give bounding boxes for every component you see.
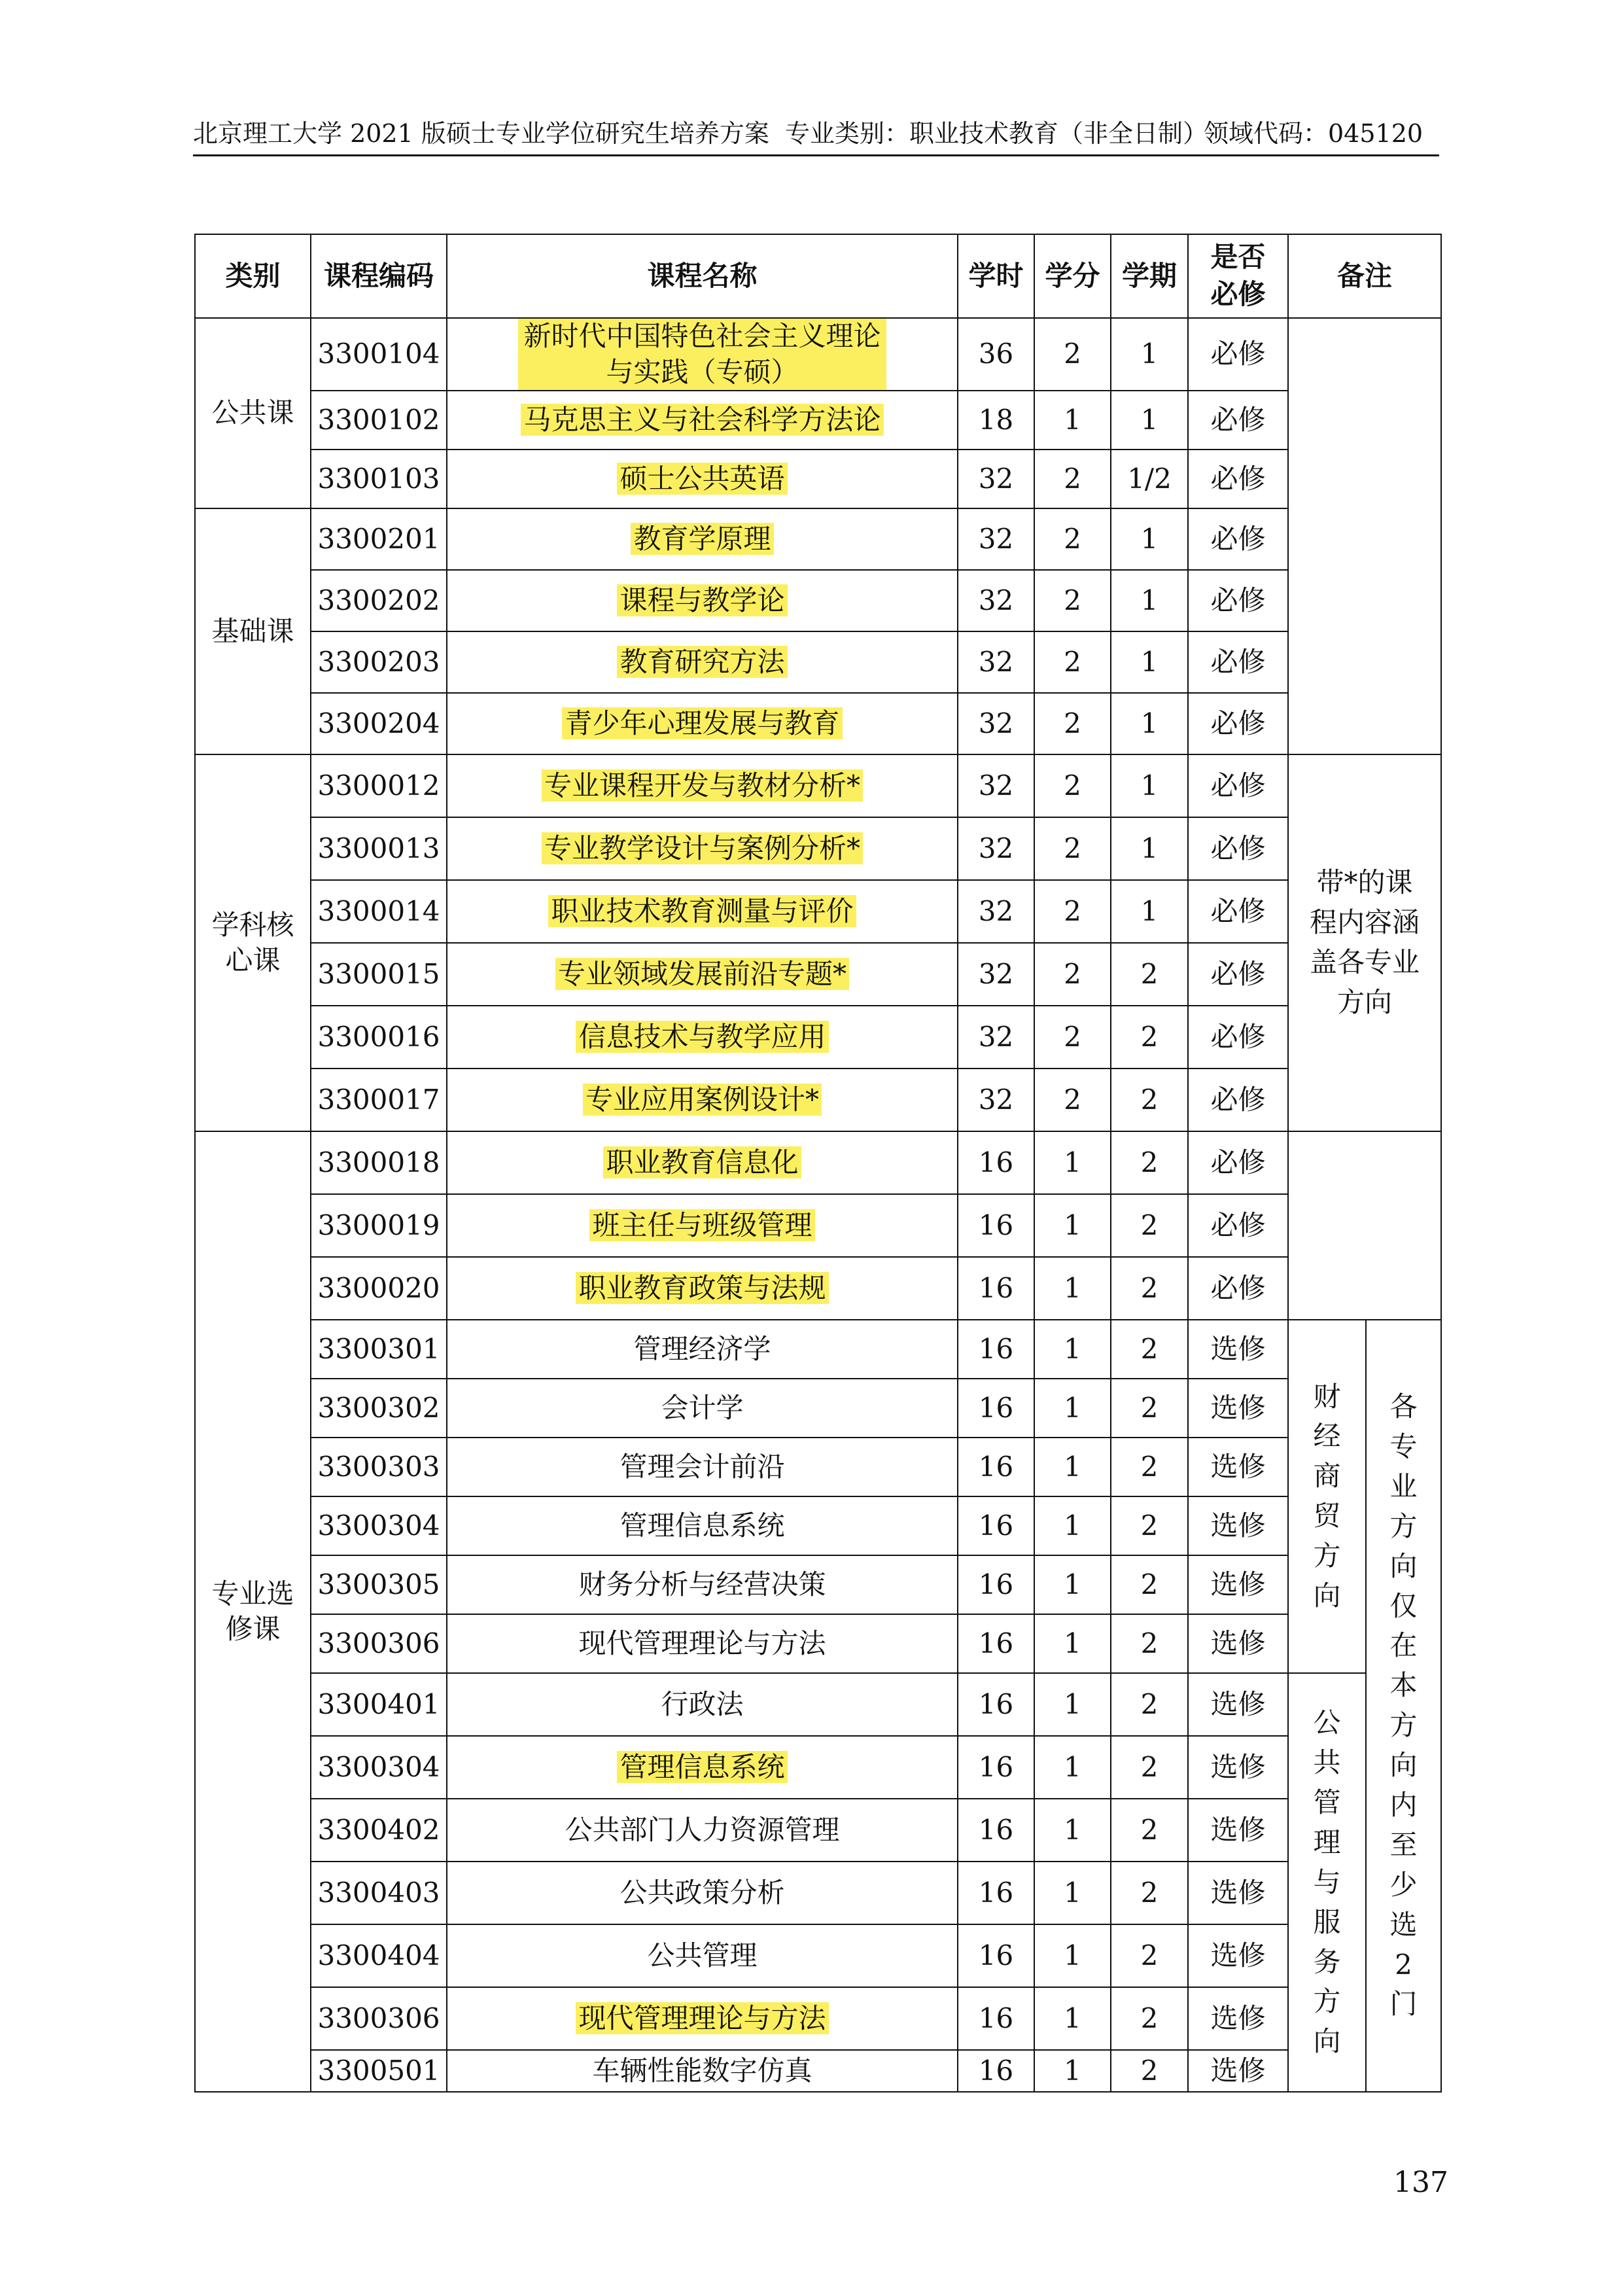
- table-row: [195, 693, 1441, 754]
- notes-empty-top: [1288, 318, 1441, 754]
- table-row: [195, 1555, 1441, 1614]
- cell-code: 3300020: [311, 1257, 447, 1320]
- cell-credits: 1: [1034, 1673, 1111, 1736]
- course-name: 管理信息系统: [617, 1751, 787, 1783]
- col-header-hours: 学时: [958, 234, 1034, 318]
- cell-name: [447, 1555, 958, 1614]
- cell-term: 1: [1111, 817, 1188, 880]
- cell-req: 选修: [1188, 2050, 1288, 2092]
- cell-name: [447, 570, 958, 631]
- cell-credits: 1: [1034, 1257, 1111, 1320]
- cell-hours: 16: [958, 1438, 1034, 1496]
- cell-code: 3300204: [311, 693, 447, 754]
- course-name: 会计学: [661, 1391, 744, 1424]
- cell-name: [447, 1320, 958, 1379]
- table-row: [195, 1194, 1441, 1257]
- notes-public-admin-direction: 公共管理与服务方向: [1288, 1673, 1366, 2092]
- cell-code: 3300018: [311, 1131, 447, 1194]
- course-name: 信息技术与教学应用: [576, 1021, 828, 1053]
- cell-term: 2: [1111, 1320, 1188, 1379]
- course-name: 专业领域发展前沿专题*: [555, 958, 849, 990]
- cell-term: 2: [1111, 1555, 1188, 1614]
- course-name: 专业应用案例设计*: [583, 1084, 822, 1116]
- cell-name: [447, 318, 958, 391]
- table-row: [195, 2050, 1441, 2092]
- cell-req: 选修: [1188, 1555, 1288, 1614]
- cell-hours: 32: [958, 450, 1034, 508]
- table-row: [195, 1736, 1441, 1799]
- cell-term: 1/2: [1111, 450, 1188, 508]
- cell-name: [447, 1862, 958, 1924]
- cell-term: 1: [1111, 391, 1188, 450]
- course-name: 职业技术教育测量与评价: [548, 895, 856, 927]
- table-row: [195, 943, 1441, 1006]
- table-row: [195, 1438, 1441, 1496]
- course-name: 车辆性能数字仿真: [592, 2054, 812, 2087]
- table-row: [195, 1131, 1441, 1194]
- header-category: 专业类别：职业技术教育（非全日制）: [785, 119, 1208, 148]
- cell-credits: 2: [1034, 880, 1111, 943]
- cell-hours: 16: [958, 1736, 1034, 1799]
- table-row: [195, 817, 1441, 880]
- cell-credits: 1: [1034, 1131, 1111, 1194]
- cell-term: 1: [1111, 318, 1188, 391]
- cell-name: [447, 1006, 958, 1069]
- category-cell-elective: 专业选修课: [195, 1131, 311, 2092]
- cell-req: 必修: [1188, 1006, 1288, 1069]
- cell-req: 必修: [1188, 450, 1288, 508]
- col-header-code: 课程编码: [311, 234, 447, 318]
- col-header-term: 学期: [1111, 234, 1188, 318]
- cell-hours: 16: [958, 1673, 1034, 1736]
- cell-req: 必修: [1188, 318, 1288, 391]
- cell-hours: 16: [958, 1379, 1034, 1438]
- cell-req: 必修: [1188, 817, 1288, 880]
- cell-name: [447, 943, 958, 1006]
- cell-hours: 16: [958, 1131, 1034, 1194]
- cell-hours: 18: [958, 391, 1034, 450]
- cell-req: 必修: [1188, 943, 1288, 1006]
- table-row: [195, 570, 1441, 631]
- cell-req: 选修: [1188, 1379, 1288, 1438]
- notes-finance-direction: 财经商贸方向: [1288, 1320, 1366, 1673]
- cell-term: 2: [1111, 1257, 1188, 1320]
- cell-name: [447, 1987, 958, 2050]
- cell-hours: 16: [958, 1496, 1034, 1555]
- cell-credits: 1: [1034, 1320, 1111, 1379]
- course-name: 专业课程开发与教材分析*: [542, 769, 863, 802]
- course-name: 青少年心理发展与教育: [562, 707, 842, 739]
- cell-code: 3300012: [311, 754, 447, 817]
- cell-name: [447, 2050, 958, 2092]
- cell-req: 必修: [1188, 570, 1288, 631]
- header-field-code: 领域代码：045120: [1204, 119, 1423, 148]
- cell-hours: 32: [958, 693, 1034, 754]
- cell-term: 2: [1111, 1379, 1188, 1438]
- cell-code: 3300304: [311, 1736, 447, 1799]
- page-header: [193, 116, 1439, 150]
- cell-code: 3300104: [311, 318, 447, 391]
- cell-term: 2: [1111, 943, 1188, 1006]
- cell-credits: 1: [1034, 1555, 1111, 1614]
- cell-code: 3300303: [311, 1438, 447, 1496]
- table-row: [195, 1862, 1441, 1924]
- cell-req: 必修: [1188, 631, 1288, 693]
- cell-hours: 32: [958, 570, 1034, 631]
- col-header-notes: 备注: [1288, 234, 1441, 318]
- cell-credits: 1: [1034, 391, 1111, 450]
- cell-term: 2: [1111, 1438, 1188, 1496]
- cell-req: 必修: [1188, 508, 1288, 570]
- table-row: [195, 1257, 1441, 1320]
- table-row: [195, 1496, 1441, 1555]
- table-row: [195, 1006, 1441, 1069]
- cell-term: 2: [1111, 1736, 1188, 1799]
- cell-term: 2: [1111, 1614, 1188, 1673]
- cell-name: [447, 1496, 958, 1555]
- cell-term: 1: [1111, 693, 1188, 754]
- course-name: 现代管理理论与方法: [576, 2002, 828, 2034]
- cell-req: 选修: [1188, 1862, 1288, 1924]
- course-name: 公共管理: [647, 1939, 758, 1971]
- cell-name: [447, 1799, 958, 1862]
- cell-code: 3300017: [311, 1069, 447, 1131]
- cell-code: 3300301: [311, 1320, 447, 1379]
- cell-req: 必修: [1188, 1257, 1288, 1320]
- table-row: [195, 631, 1441, 693]
- cell-credits: 2: [1034, 570, 1111, 631]
- table-row: [195, 1799, 1441, 1862]
- cell-code: 3300304: [311, 1496, 447, 1555]
- cell-hours: 32: [958, 631, 1034, 693]
- cell-hours: 32: [958, 817, 1034, 880]
- course-table: [194, 234, 1442, 2093]
- cell-credits: 1: [1034, 1379, 1111, 1438]
- cell-req: 选修: [1188, 1924, 1288, 1987]
- table-row: [195, 1673, 1441, 1736]
- category-cell-basic: 基础课: [195, 508, 311, 754]
- cell-name: [447, 1614, 958, 1673]
- cell-code: 3300019: [311, 1194, 447, 1257]
- cell-term: 2: [1111, 1924, 1188, 1987]
- cell-term: 2: [1111, 1673, 1188, 1736]
- table-row: [195, 391, 1441, 450]
- cell-hours: 32: [958, 1006, 1034, 1069]
- cell-code: 3300305: [311, 1555, 447, 1614]
- cell-req: 必修: [1188, 1131, 1288, 1194]
- cell-credits: 1: [1034, 1194, 1111, 1257]
- cell-credits: 2: [1034, 450, 1111, 508]
- cell-credits: 2: [1034, 508, 1111, 570]
- cell-credits: 1: [1034, 1496, 1111, 1555]
- table-row: [195, 1614, 1441, 1673]
- cell-term: 2: [1111, 1194, 1188, 1257]
- cell-code: 3300103: [311, 450, 447, 508]
- page-number: 137: [1393, 2166, 1448, 2199]
- table-header-row: [195, 234, 1441, 318]
- cell-req: 必修: [1188, 693, 1288, 754]
- course-name: 职业教育信息化: [603, 1146, 801, 1178]
- course-name: 马克思主义与社会科学方法论: [521, 404, 883, 436]
- cell-name: [447, 1736, 958, 1799]
- cell-hours: 16: [958, 2050, 1034, 2092]
- cell-code: 3300306: [311, 1987, 447, 2050]
- cell-term: 1: [1111, 508, 1188, 570]
- cell-hours: 32: [958, 880, 1034, 943]
- cell-name: [447, 1673, 958, 1736]
- cell-req: 选修: [1188, 1496, 1288, 1555]
- notes-elective-rule: 各专业方向仅在本方向内至少选2门: [1366, 1320, 1441, 2092]
- table-row: [195, 1379, 1441, 1438]
- table-row: [195, 318, 1441, 391]
- cell-hours: 16: [958, 1194, 1034, 1257]
- cell-credits: 2: [1034, 754, 1111, 817]
- cell-term: 1: [1111, 754, 1188, 817]
- table-row: [195, 1987, 1441, 2050]
- cell-credits: 2: [1034, 693, 1111, 754]
- cell-credits: 2: [1034, 943, 1111, 1006]
- cell-term: 2: [1111, 1862, 1188, 1924]
- col-header-required: 是否必修: [1188, 234, 1288, 318]
- cell-req: 选修: [1188, 1736, 1288, 1799]
- cell-credits: 1: [1034, 1924, 1111, 1987]
- cell-term: 2: [1111, 1987, 1188, 2050]
- course-name: 管理信息系统: [620, 1509, 785, 1542]
- cell-hours: 32: [958, 1069, 1034, 1131]
- cell-name: [447, 754, 958, 817]
- cell-credits: 1: [1034, 1438, 1111, 1496]
- cell-req: 选修: [1188, 1799, 1288, 1862]
- header-rule: [193, 154, 1439, 156]
- cell-name: [447, 450, 958, 508]
- table-row: [195, 880, 1441, 943]
- cell-term: 2: [1111, 2050, 1188, 2092]
- course-name: 教育研究方法: [617, 646, 787, 678]
- cell-name: [447, 693, 958, 754]
- course-name: 公共政策分析: [620, 1876, 785, 1909]
- cell-code: 3300302: [311, 1379, 447, 1438]
- course-name: 课程与教学论: [617, 584, 787, 616]
- cell-term: 2: [1111, 1131, 1188, 1194]
- cell-term: 1: [1111, 631, 1188, 693]
- cell-hours: 16: [958, 1614, 1034, 1673]
- cell-credits: 1: [1034, 1614, 1111, 1673]
- cell-hours: 32: [958, 508, 1034, 570]
- cell-code: 3300401: [311, 1673, 447, 1736]
- cell-code: 3300013: [311, 817, 447, 880]
- table-row: [195, 508, 1441, 570]
- course-name: 教育学原理: [631, 523, 773, 555]
- cell-name: [447, 1257, 958, 1320]
- cell-name: [447, 1379, 958, 1438]
- category-cell-core: 学科核心课: [195, 754, 311, 1131]
- cell-term: 2: [1111, 1006, 1188, 1069]
- cell-code: 3300014: [311, 880, 447, 943]
- cell-req: 选修: [1188, 1320, 1288, 1379]
- cell-term: 2: [1111, 1069, 1188, 1131]
- cell-name: [447, 817, 958, 880]
- course-name: 职业教育政策与法规: [576, 1272, 828, 1304]
- cell-hours: 36: [958, 318, 1034, 391]
- cell-term: 2: [1111, 1496, 1188, 1555]
- course-name: 现代管理理论与方法: [578, 1627, 826, 1659]
- cell-code: 3300016: [311, 1006, 447, 1069]
- course-name: 新时代中国特色社会主义理论与实践（专硕）: [518, 319, 886, 390]
- cell-credits: 2: [1034, 817, 1111, 880]
- col-header-name: 课程名称: [447, 234, 958, 318]
- cell-hours: 16: [958, 1987, 1034, 2050]
- cell-req: 必修: [1188, 391, 1288, 450]
- cell-credits: 2: [1034, 318, 1111, 391]
- course-name: 管理会计前沿: [620, 1450, 785, 1483]
- course-name: 专业教学设计与案例分析*: [542, 832, 863, 864]
- cell-req: 必修: [1188, 880, 1288, 943]
- cell-credits: 2: [1034, 1069, 1111, 1131]
- cell-code: 3300403: [311, 1862, 447, 1924]
- cell-credits: 1: [1034, 1862, 1111, 1924]
- cell-hours: 32: [958, 943, 1034, 1006]
- cell-credits: 1: [1034, 2050, 1111, 2092]
- cell-req: 选修: [1188, 1438, 1288, 1496]
- cell-hours: 16: [958, 1555, 1034, 1614]
- cell-credits: 1: [1034, 1799, 1111, 1862]
- table-row: [195, 1924, 1441, 1987]
- cell-name: [447, 631, 958, 693]
- cell-hours: 32: [958, 754, 1034, 817]
- cell-code: 3300203: [311, 631, 447, 693]
- cell-name: [447, 1131, 958, 1194]
- course-name: 管理经济学: [633, 1332, 771, 1365]
- course-name: 硕士公共英语: [617, 463, 787, 495]
- cell-term: 1: [1111, 880, 1188, 943]
- cell-code: 3300402: [311, 1799, 447, 1862]
- cell-hours: 16: [958, 1924, 1034, 1987]
- cell-code: 3300404: [311, 1924, 447, 1987]
- cell-name: [447, 1924, 958, 1987]
- cell-code: 3300501: [311, 2050, 447, 2092]
- cell-name: [447, 508, 958, 570]
- cell-code: 3300306: [311, 1614, 447, 1673]
- table-row: [195, 754, 1441, 817]
- cell-req: 选修: [1188, 1987, 1288, 2050]
- cell-code: 3300201: [311, 508, 447, 570]
- cell-name: [447, 391, 958, 450]
- header-program-title: 北京理工大学 2021 版硕士专业学位研究生培养方案: [193, 119, 769, 148]
- table-row: [195, 1069, 1441, 1131]
- course-name: 公共部门人力资源管理: [565, 1813, 840, 1846]
- cell-hours: 16: [958, 1799, 1034, 1862]
- notes-core: 带*的课程内容涵盖各专业方向: [1288, 754, 1441, 1131]
- table-row: [195, 1320, 1441, 1379]
- cell-req: 必修: [1188, 1194, 1288, 1257]
- cell-name: [447, 1069, 958, 1131]
- course-name: 财务分析与经营决策: [578, 1568, 826, 1600]
- cell-code: 3300202: [311, 570, 447, 631]
- cell-code: 3300015: [311, 943, 447, 1006]
- category-cell-public: 公共课: [195, 318, 311, 508]
- cell-req: 必修: [1188, 754, 1288, 817]
- cell-req: 选修: [1188, 1673, 1288, 1736]
- course-name: 班主任与班级管理: [589, 1209, 814, 1241]
- notes-empty-elective: [1288, 1131, 1441, 1320]
- cell-name: [447, 1194, 958, 1257]
- cell-credits: 2: [1034, 1006, 1111, 1069]
- table-row: [195, 450, 1441, 508]
- cell-hours: 16: [958, 1320, 1034, 1379]
- course-name: 行政法: [661, 1687, 744, 1720]
- cell-term: 2: [1111, 1799, 1188, 1862]
- cell-code: 3300102: [311, 391, 447, 450]
- cell-hours: 16: [958, 1862, 1034, 1924]
- cell-req: 选修: [1188, 1614, 1288, 1673]
- cell-name: [447, 880, 958, 943]
- cell-credits: 1: [1034, 1736, 1111, 1799]
- col-header-credits: 学分: [1034, 234, 1111, 318]
- cell-hours: 16: [958, 1257, 1034, 1320]
- cell-term: 1: [1111, 570, 1188, 631]
- cell-name: [447, 1438, 958, 1496]
- col-header-category: 类别: [195, 234, 311, 318]
- cell-credits: 2: [1034, 631, 1111, 693]
- cell-req: 必修: [1188, 1069, 1288, 1131]
- cell-credits: 1: [1034, 1987, 1111, 2050]
